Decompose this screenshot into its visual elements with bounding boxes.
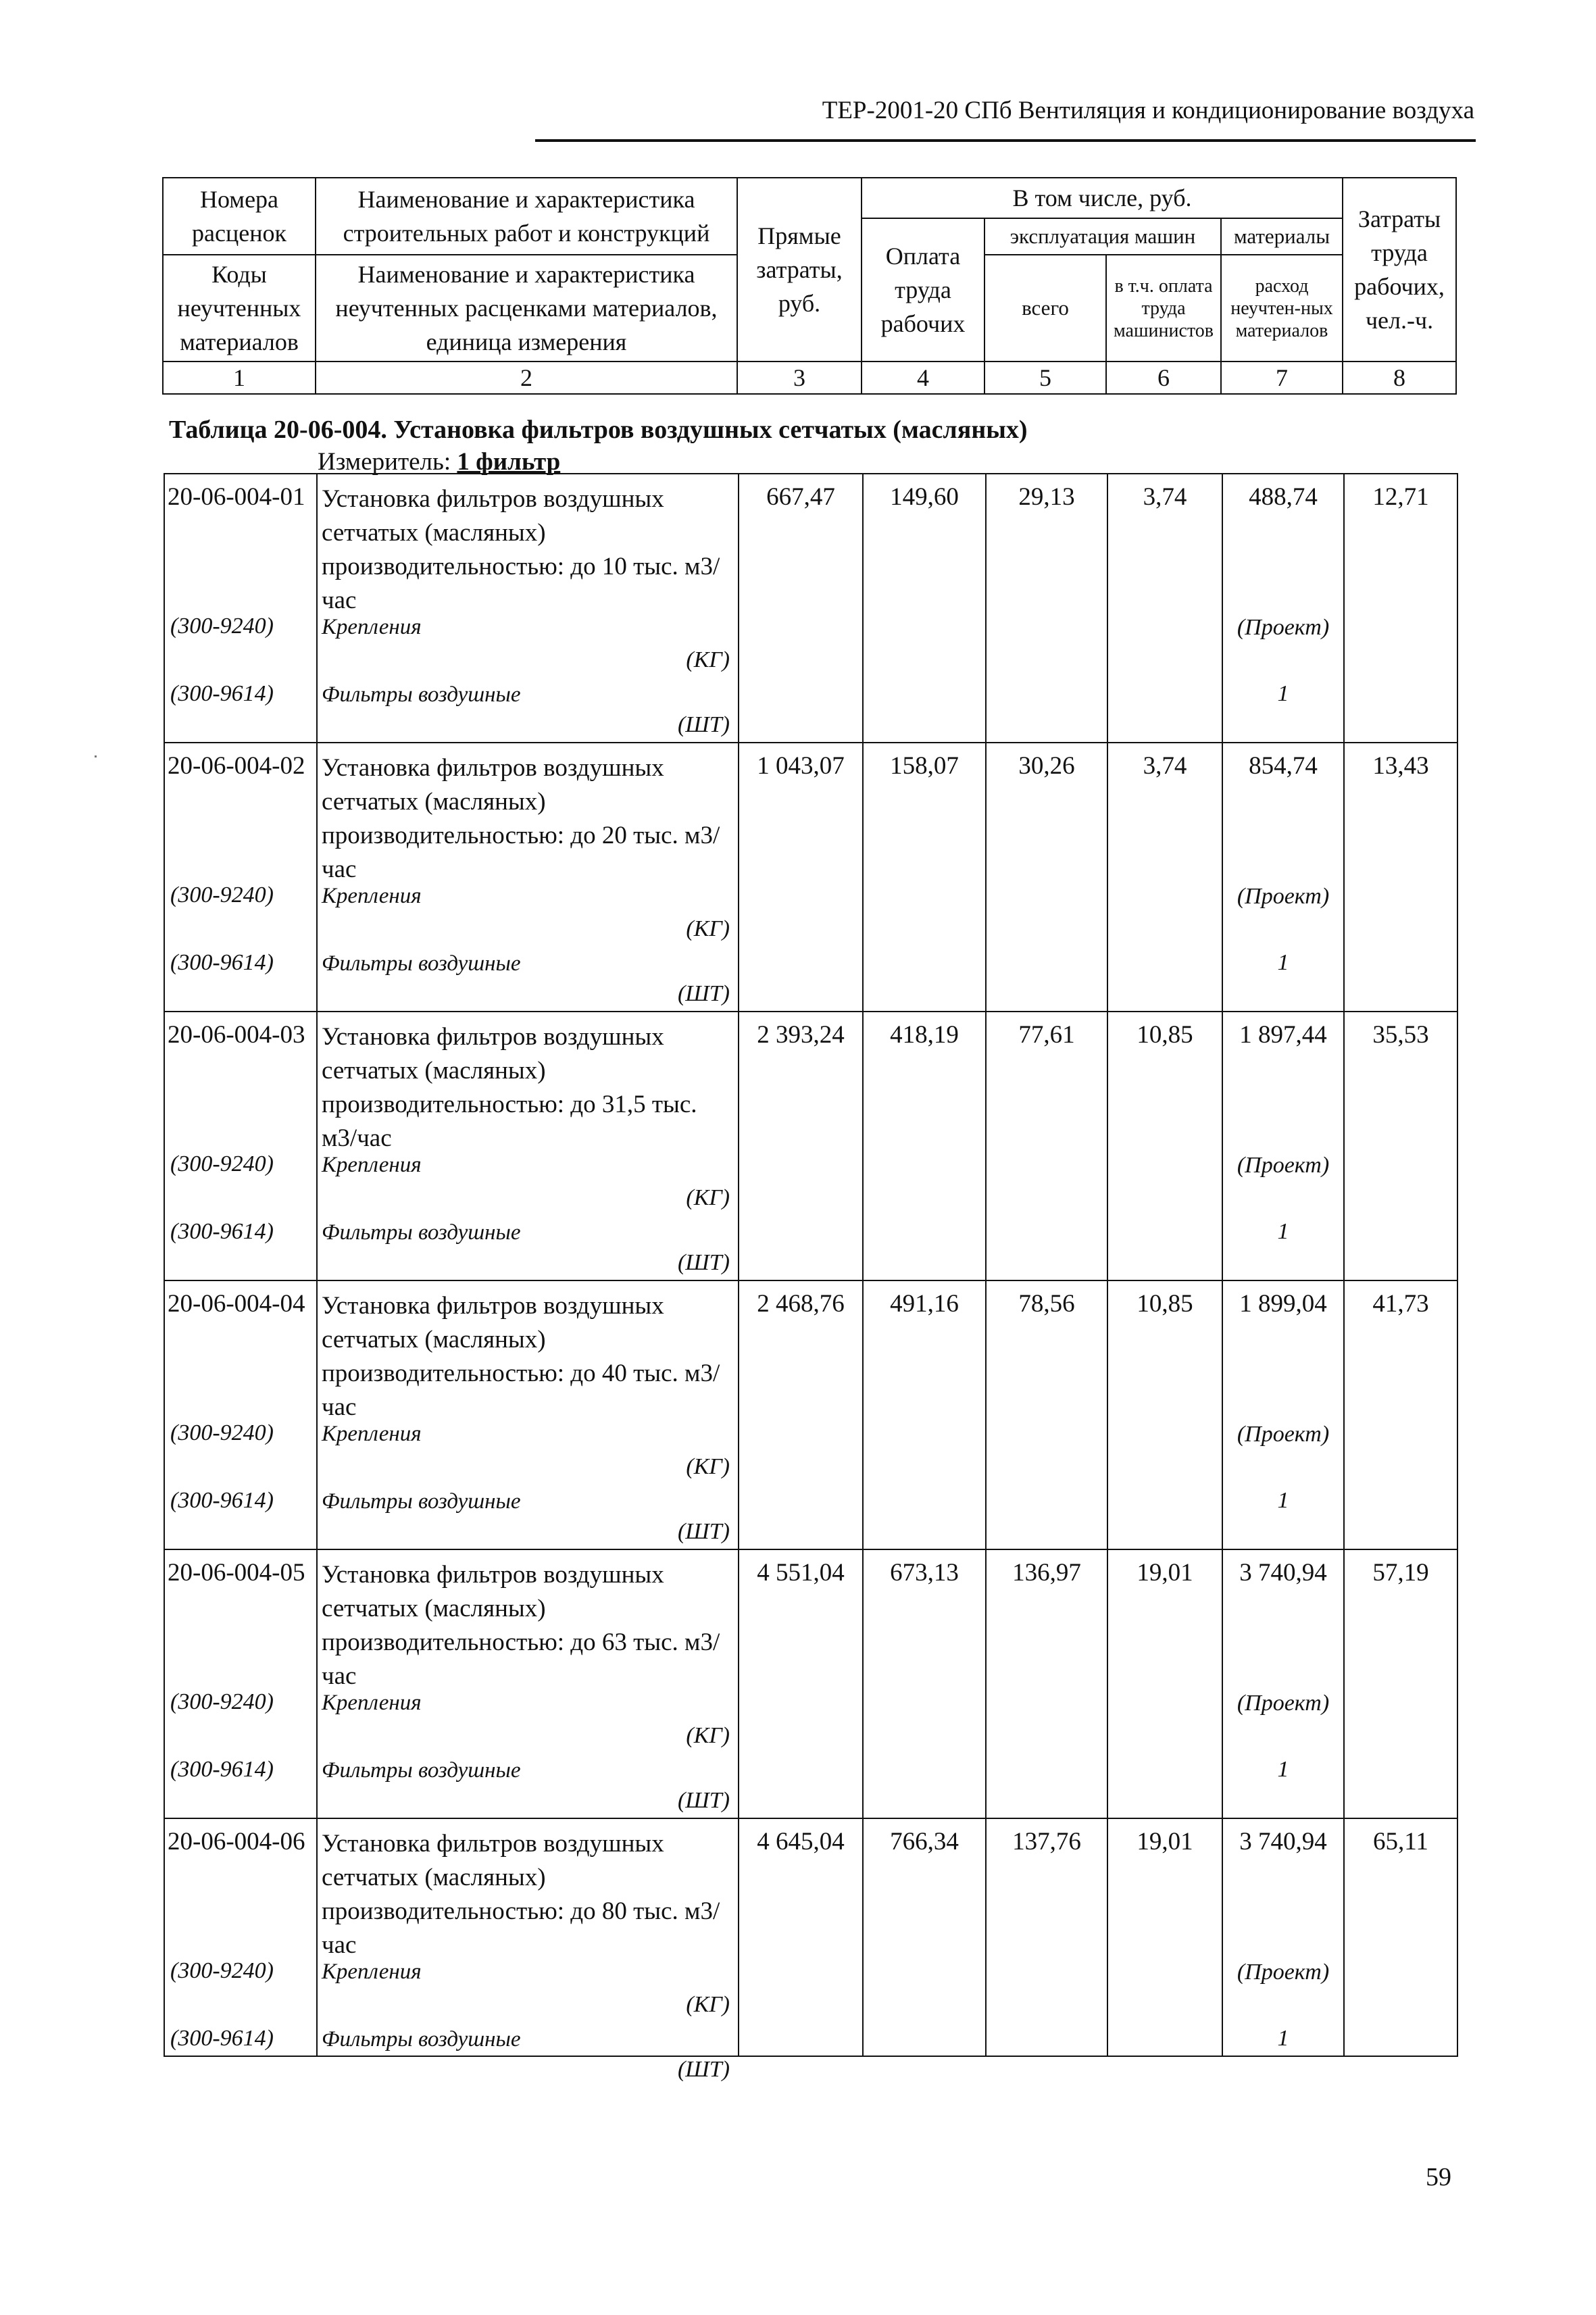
material-name: Крепления	[322, 1960, 422, 1984]
rate-code: 20-06-004-06	[168, 1828, 305, 1856]
work-description-cell	[317, 743, 739, 1012]
material-code: (300-9240)	[170, 1420, 274, 1445]
materials-value: 3 740,94	[1239, 1828, 1327, 1856]
labor-value: 57,19	[1344, 1549, 1457, 1818]
material-consumption: (Проект)	[1237, 1153, 1330, 1178]
material-code: (300-9240)	[170, 882, 274, 907]
work-description-cell	[317, 1549, 739, 1818]
material-consumption: 1	[1277, 681, 1289, 706]
header-machines: эксплуатация машин	[984, 218, 1221, 255]
header-including: В том числе, руб.	[862, 178, 1343, 218]
header-work-name: Наименование и характеристика строительных работ и конструкций	[316, 178, 737, 255]
material-name: Фильтры воздушные	[322, 1489, 521, 1514]
page-number: 59	[1426, 2163, 1451, 2191]
material-unit: (ШТ)	[677, 1788, 730, 1813]
material-name: Крепления	[322, 1691, 422, 1715]
table-row	[164, 474, 1457, 743]
material-unit: (ШТ)	[677, 1250, 730, 1275]
header-wages: Оплата труда рабочих	[862, 218, 984, 362]
column-number: 1	[163, 362, 316, 394]
column-number: 5	[984, 362, 1106, 394]
rate-code-cell	[164, 1012, 317, 1280]
materials-value: 3 740,94	[1239, 1559, 1327, 1587]
materials-value: 1 897,44	[1239, 1021, 1327, 1049]
rate-code-cell	[164, 743, 317, 1012]
material-code: (300-9614)	[170, 1219, 274, 1244]
wages-value: 766,34	[863, 1818, 986, 2056]
work-description: Установка фильтров воздушных сетчатых (масляных) производительностью: до 31,5 тыс. м3/час	[322, 1023, 697, 1152]
header-machines-total: всего	[984, 255, 1106, 362]
material-code: (300-9614)	[170, 1488, 274, 1513]
machines-total-value: 30,26	[986, 743, 1107, 1012]
materials-cell	[1222, 1280, 1344, 1549]
work-description-cell	[317, 474, 739, 743]
labor-value: 35,53	[1344, 1012, 1457, 1280]
labor-value: 12,71	[1344, 474, 1457, 743]
wages-value: 149,60	[863, 474, 986, 743]
material-unit: (КГ)	[686, 916, 730, 941]
machines-total-value: 29,13	[986, 474, 1107, 743]
work-description: Установка фильтров воздушных сетчатых (масляных) производительностью: до 40 тыс. м3/час	[322, 1292, 720, 1421]
direct-costs-value: 4 645,04	[739, 1818, 863, 2056]
material-consumption: (Проект)	[1237, 1960, 1330, 1985]
machinist-wages-value: 3,74	[1107, 743, 1222, 1012]
material-code: (300-9240)	[170, 1689, 274, 1714]
material-unit: (КГ)	[686, 1185, 730, 1210]
material-code: (300-9240)	[170, 1958, 274, 1983]
wages-value: 418,19	[863, 1012, 986, 1280]
work-description: Установка фильтров воздушных сетчатых (масляных) производительностью: до 63 тыс. м3/час	[322, 1561, 720, 1690]
machinist-wages-value: 19,01	[1107, 1818, 1222, 2056]
rate-code: 20-06-004-02	[168, 752, 305, 780]
wages-value: 673,13	[863, 1549, 986, 1818]
rate-code: 20-06-004-05	[168, 1559, 305, 1587]
work-description-cell	[317, 1818, 739, 2082]
direct-costs-value: 4 551,04	[739, 1549, 863, 1818]
material-unit: (КГ)	[686, 1723, 730, 1748]
column-header-table	[162, 177, 1457, 395]
material-code: (300-9240)	[170, 1151, 274, 1176]
header-labor: Затраты труда рабочих, чел.-ч.	[1343, 178, 1456, 362]
materials-cell	[1222, 474, 1344, 743]
material-code: (300-9614)	[170, 681, 274, 706]
material-name: Фильтры воздушные	[322, 2027, 521, 2051]
machines-total-value: 137,76	[986, 1818, 1107, 2056]
table-row	[164, 1549, 1457, 1818]
direct-costs-value: 2 393,24	[739, 1012, 863, 1280]
materials-cell	[1222, 743, 1344, 1012]
table-row	[164, 1280, 1457, 1549]
material-unit: (КГ)	[686, 647, 730, 672]
direct-costs-value: 667,47	[739, 474, 863, 743]
materials-cell	[1222, 1818, 1344, 2056]
material-consumption: (Проект)	[1237, 884, 1330, 909]
scan-speck	[95, 755, 97, 757]
header-rule	[535, 139, 1476, 142]
table-row	[164, 1012, 1457, 1280]
header-material-name: Наименование и характеристика неучтенных расценками материалов, единица измерения	[316, 255, 737, 362]
work-description: Установка фильтров воздушных сетчатых (масляных) производительностью: до 10 тыс. м3/час	[322, 485, 720, 614]
table-title: Таблица 20-06-004. Установка фильтров воздушных сетчатых (масляных)	[169, 416, 1028, 444]
machinist-wages-value: 10,85	[1107, 1280, 1222, 1549]
material-name: Фильтры воздушные	[322, 1758, 521, 1783]
header-machinist-wages: в т.ч. оплата труда машинистов	[1106, 255, 1221, 362]
direct-costs-value: 1 043,07	[739, 743, 863, 1012]
running-head: ТЕР-2001-20 СПб Вентиляция и кондиционирование воздуха	[822, 97, 1474, 124]
material-consumption: 1	[1277, 950, 1289, 975]
work-description-cell	[317, 1280, 739, 1549]
material-unit: (КГ)	[686, 1454, 730, 1479]
material-consumption: 1	[1277, 1219, 1289, 1244]
wages-value: 158,07	[863, 743, 986, 1012]
labor-value: 65,11	[1344, 1818, 1457, 2056]
column-number: 3	[737, 362, 862, 394]
material-name: Крепления	[322, 1422, 422, 1446]
material-consumption: (Проект)	[1237, 1422, 1330, 1447]
direct-costs-value: 2 468,76	[739, 1280, 863, 1549]
material-name: Фильтры воздушные	[322, 951, 521, 976]
machines-total-value: 77,61	[986, 1012, 1107, 1280]
header-material-codes: Коды неучтенных материалов	[163, 255, 316, 362]
material-code: (300-9614)	[170, 2026, 274, 2051]
material-name: Фильтры воздушные	[322, 1220, 521, 1245]
materials-value: 1 899,04	[1239, 1290, 1327, 1318]
rate-code-cell	[164, 1280, 317, 1549]
materials-cell	[1222, 1012, 1344, 1280]
materials-value: 488,74	[1249, 483, 1318, 511]
measure-unit: Измеритель: 1 фильтр	[318, 448, 561, 476]
work-description: Установка фильтров воздушных сетчатых (масляных) производительностью: до 20 тыс. м3/час	[322, 754, 720, 883]
material-unit: (ШТ)	[677, 981, 730, 1006]
material-name: Фильтры воздушные	[322, 682, 521, 707]
machinist-wages-value: 3,74	[1107, 474, 1222, 743]
work-description: Установка фильтров воздушных сетчатых (масляных) производительностью: до 80 тыс. м3/час	[322, 1830, 720, 1959]
table-row	[164, 1818, 1457, 2056]
header-materials-consumption: расход неучтен-ных материалов	[1221, 255, 1343, 362]
rate-code-cell	[164, 1549, 317, 1818]
material-unit: (КГ)	[686, 1992, 730, 2017]
table-row	[164, 743, 1457, 1012]
rate-code: 20-06-004-01	[168, 483, 305, 511]
material-name: Крепления	[322, 615, 422, 639]
material-consumption: (Проект)	[1237, 1691, 1330, 1716]
material-unit: (ШТ)	[677, 712, 730, 737]
materials-cell	[1222, 1549, 1344, 1818]
machinist-wages-value: 19,01	[1107, 1549, 1222, 1818]
header-rate-numbers: Номера расценок	[163, 178, 316, 255]
rate-code: 20-06-004-03	[168, 1021, 305, 1049]
material-consumption: 1	[1277, 2026, 1289, 2051]
material-unit: (ШТ)	[677, 1519, 730, 1544]
material-consumption: (Проект)	[1237, 615, 1330, 640]
material-unit: (ШТ)	[677, 2057, 730, 2082]
rates-table	[164, 473, 1458, 2082]
materials-value: 854,74	[1249, 752, 1318, 780]
rate-code-cell	[164, 1818, 317, 2056]
rate-code: 20-06-004-04	[168, 1290, 305, 1318]
column-number: 2	[316, 362, 737, 394]
labor-value: 13,43	[1344, 743, 1457, 1012]
header-materials: материалы	[1221, 218, 1343, 255]
labor-value: 41,73	[1344, 1280, 1457, 1549]
machines-total-value: 78,56	[986, 1280, 1107, 1549]
header-direct-costs: Прямые затраты, руб.	[737, 178, 862, 362]
column-number: 6	[1106, 362, 1221, 394]
material-code: (300-9614)	[170, 950, 274, 975]
wages-value: 491,16	[863, 1280, 986, 1549]
material-name: Крепления	[322, 884, 422, 908]
material-consumption: 1	[1277, 1757, 1289, 1782]
rate-code-cell	[164, 474, 317, 743]
column-number: 8	[1343, 362, 1456, 394]
work-description-cell	[317, 1012, 739, 1280]
material-code: (300-9614)	[170, 1757, 274, 1782]
column-number: 7	[1221, 362, 1343, 394]
material-code: (300-9240)	[170, 614, 274, 639]
column-number: 4	[862, 362, 984, 394]
machines-total-value: 136,97	[986, 1549, 1107, 1818]
material-consumption: 1	[1277, 1488, 1289, 1513]
machinist-wages-value: 10,85	[1107, 1012, 1222, 1280]
material-name: Крепления	[322, 1153, 422, 1177]
